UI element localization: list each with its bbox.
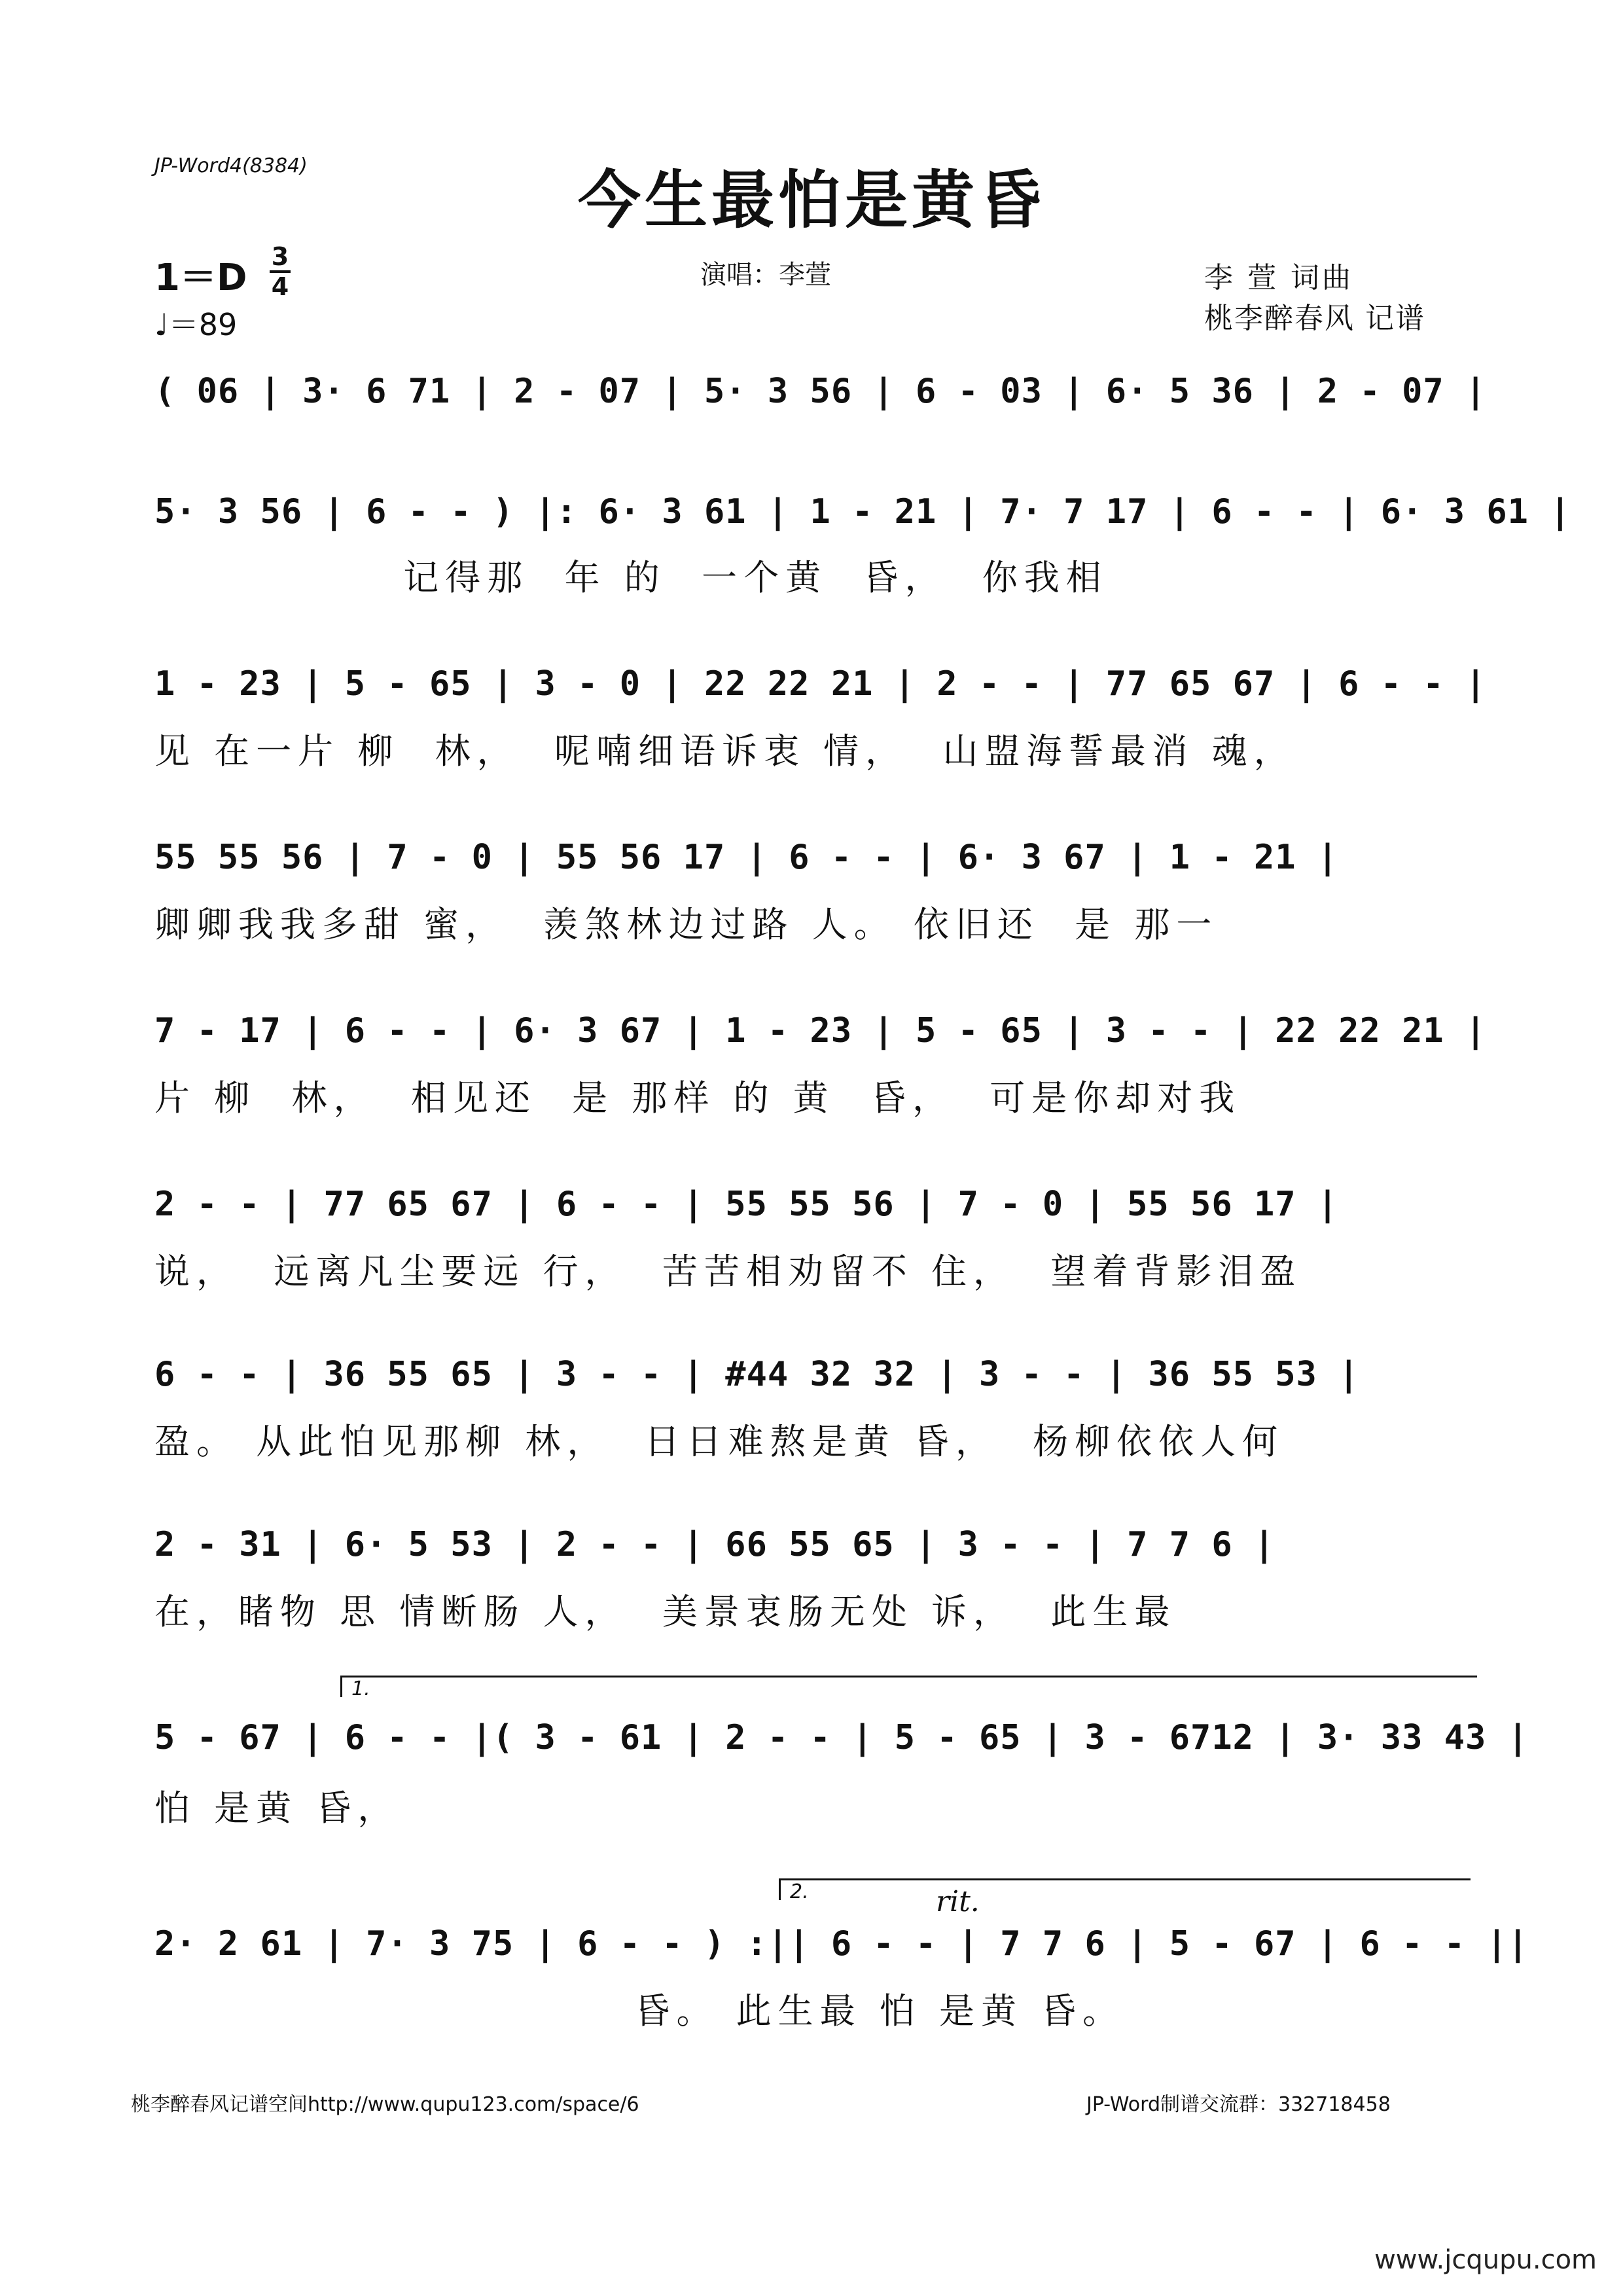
composer-credit: 李 萱 词曲 — [1204, 261, 1353, 295]
lyrics-line-8: 在，睹物 思 情断肠 人， 美景衷肠无处 诉， 此生最 — [154, 1591, 1177, 1632]
score-system-4: 55 55 56 | 7 - 0 | 55 56 17 | 6 - - | 6· 3 67 | 1 - 21 | — [154, 838, 1339, 877]
ritardando-marking: rit. — [936, 1885, 980, 1918]
transcriber-credit: 桃李醉春风 记谱 — [1204, 302, 1425, 335]
footer-right: JP-Word制谱交流群：332718458 — [1086, 2093, 1391, 2116]
lyrics-line-4: 卿卿我我多甜 蜜， 羡煞林边过路 人。 依旧还 是 那一 — [154, 904, 1219, 945]
score-system-9: 5 - 67 | 6 - - |( 3 - 61 | 2 - - | 5 - 65 | 3 - 6712 | 3· 33 43 | — [154, 1718, 1529, 1757]
score-system-10: 2· 2 61 | 7· 3 75 | 6 - - ) :|| 6 - - | 7 7 6 | 5 - 67 | 6 - - || — [154, 1924, 1529, 1964]
time-signature — [267, 243, 293, 300]
lyrics-line-10: 昏。 此生最 怕 是黄 昏。 — [154, 1990, 1125, 2032]
volta-1-label: 1. — [351, 1677, 370, 1700]
lyrics-line-5: 片 柳 林， 相见还 是 那样 的 黄 昏， 可是你却对我 — [154, 1077, 1241, 1119]
volta-1-bracket — [340, 1676, 1477, 1700]
score-system-6: 2 - - | 77 65 67 | 6 - - | 55 55 56 | 7 - 0 | 55 56 17 | — [154, 1185, 1339, 1224]
score-system-8: 2 - 31 | 6· 5 53 | 2 - - | 66 55 65 | 3 - - | 7 7 6 | — [154, 1525, 1275, 1564]
page-title: 今生最怕是黄昏 — [578, 164, 1045, 237]
singer-credit: 演唱：李萱 — [700, 260, 831, 290]
score-system-5: 7 - 17 | 6 - - | 6· 3 67 | 1 - 23 | 5 - 65 | 3 - - | 22 22 21 | — [154, 1011, 1487, 1050]
lyrics-line-2: 记得那 年 的 一个黄 昏， 你我相 — [154, 557, 1108, 598]
watermark: www.jcqupu.com — [1374, 2245, 1597, 2275]
tempo-marking: ♩＝89 — [154, 307, 238, 342]
meter-bottom: 4 — [271, 272, 289, 301]
volta-2-label: 2. — [790, 1880, 809, 1903]
score-system-3: 1 - 23 | 5 - 65 | 3 - 0 | 22 22 21 | 2 - - | 77 65 67 | 6 - - | — [154, 664, 1487, 704]
key-signature: 1＝D — [154, 257, 247, 299]
lyrics-line-6: 说， 远离凡尘要远 行， 苦苦相劝留不 住， 望着背影泪盈 — [154, 1251, 1302, 1292]
lyrics-line-9: 怕 是黄 昏， — [154, 1787, 400, 1829]
lyrics-line-3: 见 在一片 柳 林， 呢喃细语诉衷 情， 山盟海誓最消 魂， — [154, 730, 1296, 772]
meter-top: 3 — [271, 242, 289, 271]
lyrics-line-7: 盈。 从此怕见那柳 林， 日日难熬是黄 昏， 杨柳依依人何 — [154, 1421, 1285, 1462]
score-system-1: ( 06 | 3· 6 71 | 2 - 07 | 5· 3 56 | 6 - 03 | 6· 5 36 | 2 - 07 | — [154, 372, 1487, 411]
score-system-7: 6 - - | 36 55 65 | 3 - - | #44 32 32 | 3 - - | 36 55 53 | — [154, 1355, 1360, 1394]
score-system-2: 5· 3 56 | 6 - - ) |: 6· 3 61 | 1 - 21 | 7· 7 17 | 6 - - | 6· 3 61 | — [154, 492, 1571, 531]
footer-left: 桃李醉春风记谱空间http://www.qupu123.com/space/6 — [131, 2093, 639, 2116]
software-version: JP-Word4(8384) — [154, 154, 308, 177]
